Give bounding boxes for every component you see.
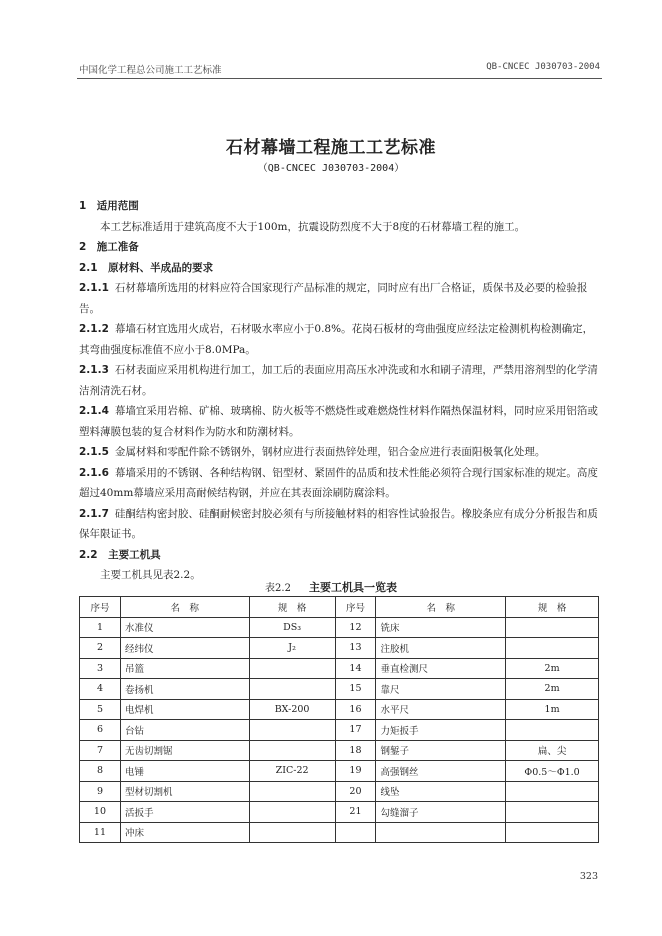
clause-number: 2.1.5 [79, 446, 109, 458]
paragraph: 本工艺标准适用于建筑高度不大于100m，抗震设防烈度不大于8度的石材幕墙工程的施工。 [100, 220, 526, 233]
cell-index [335, 822, 376, 843]
cell-spec: 1m [506, 699, 599, 720]
cell-spec [506, 720, 599, 741]
clause [79, 442, 599, 463]
cell-spec [249, 822, 335, 843]
cell-name: 卷扬机 [120, 679, 249, 700]
cell-spec [506, 802, 599, 823]
cell-name: 吊篮 [120, 658, 249, 679]
clause-number: 2.1.4 [79, 405, 109, 417]
cell-name: 型材切割机 [120, 781, 249, 802]
cell-name: 铣床 [376, 617, 506, 638]
cell-name: 水准仪 [120, 617, 249, 638]
table-row [80, 658, 599, 679]
table-row [80, 822, 599, 843]
subsection-heading: 2.1 原材料、半成品的要求 [79, 261, 214, 274]
cell-spec [506, 638, 599, 659]
cell-index: 21 [335, 802, 376, 823]
cell-spec: 扁、尖 [506, 740, 599, 761]
cell-name: 台钻 [120, 720, 249, 741]
cell-index: 17 [335, 720, 376, 741]
cell-index: 4 [80, 679, 121, 700]
clause-text: 幕墙石材宜选用火成岩，石材吸水率应小于0.8%。花岗石板材的弯曲强度应经法定检测机构检测确定，其弯曲强度标准值不应小于8.0MPa。 [79, 323, 594, 356]
clause-text: 幕墙采用的不锈钢、各种结构钢、铝型材、紧固件的品质和技术性能必须符合现行国家标准的规定。高度超过40mm幕墙应采用高耐候结构钢，并应在其表面涂刷防腐涂料。 [79, 466, 598, 499]
cell-index: 7 [80, 740, 121, 761]
subsection-heading: 2.2 主要工机具 [79, 548, 161, 561]
cell-index: 19 [335, 761, 376, 782]
cell-index: 18 [335, 740, 376, 761]
cell-index: 16 [335, 699, 376, 720]
clause-text: 硅酮结构密封胶、硅酮耐候密封胶必须有与所接触材料的相容性试验报告。橡胶条应有成分分析报告和质保年限证书。 [79, 507, 598, 540]
cell-spec [249, 720, 335, 741]
cell-name [376, 822, 506, 843]
clause-text: 石材表面应采用机构进行加工，加工后的表面应用高压水冲洗或和水和刷子清理，严禁用溶剂型的化学清洁剂清洗石材。 [79, 364, 598, 397]
cell-index: 2 [80, 638, 121, 659]
table-caption [0, 579, 662, 595]
clause [79, 463, 599, 504]
cell-spec [249, 658, 335, 679]
cell-spec [506, 822, 599, 843]
cell-name: 活扳手 [120, 802, 249, 823]
cell-spec [249, 679, 335, 700]
table-row [80, 699, 599, 720]
cell-spec: DS₃ [249, 617, 335, 638]
cell-name: 注胶机 [376, 638, 506, 659]
cell-name: 无齿切割锯 [120, 740, 249, 761]
clause-text: 金属材料和零配件除不锈钢外，钢材应进行表面热锌处理，铝合金应进行表面阳极氧化处理。 [114, 446, 546, 458]
cell-index: 1 [80, 617, 121, 638]
cell-index: 5 [80, 699, 121, 720]
table-row [80, 617, 599, 638]
cell-name: 勾缝溜子 [376, 802, 506, 823]
section-heading: 2 施工准备 [79, 241, 139, 253]
cell-index: 3 [80, 658, 121, 679]
cell-name: 电锤 [120, 761, 249, 782]
running-header-right: QB-CNCEC J030703-2004 [486, 62, 600, 72]
table-row [80, 781, 599, 802]
table-row [80, 802, 599, 823]
cell-spec [249, 781, 335, 802]
document-title: 石材幕墙工程施工工艺标准 [226, 138, 436, 158]
cell-index: 6 [80, 720, 121, 741]
cell-spec: 2m [506, 658, 599, 679]
table-row [80, 638, 599, 659]
cell-spec: ZIC-22 [249, 761, 335, 782]
column-header: 名 称 [120, 597, 249, 618]
table-row [80, 720, 599, 741]
cell-name: 经纬仪 [120, 638, 249, 659]
cell-spec: J₂ [249, 638, 335, 659]
clause [79, 278, 599, 319]
cell-name: 电焊机 [120, 699, 249, 720]
document-subtitle: （QB-CNCEC J030703-2004） [257, 163, 405, 174]
cell-index: 14 [335, 658, 376, 679]
cell-spec: Φ0.5～Φ1.0 [506, 761, 599, 782]
cell-spec [249, 740, 335, 761]
clause-number: 2.1.1 [79, 282, 109, 294]
clause [79, 401, 599, 442]
cell-spec [249, 802, 335, 823]
column-header: 规 格 [506, 597, 599, 618]
cell-name: 力矩扳手 [376, 720, 506, 741]
cell-name: 线坠 [376, 781, 506, 802]
clause-number: 2.1.3 [79, 364, 109, 376]
cell-spec: BX-200 [249, 699, 335, 720]
cell-name: 高强钢丝 [376, 761, 506, 782]
column-header: 序号 [80, 597, 121, 618]
cell-name: 垂直检测尺 [376, 658, 506, 679]
table-title: 主要工机具一览表 [308, 581, 397, 594]
running-header-left: 中国化学工程总公司施工工艺标准 [79, 65, 222, 76]
tools-table [79, 596, 599, 843]
clause [79, 504, 599, 545]
paragraph: 主要工机具见表2.2。 [100, 569, 201, 581]
table-header-row [80, 597, 599, 618]
table-number: 表2.2 [265, 583, 291, 594]
cell-spec: 2m [506, 679, 599, 700]
column-header: 名 称 [376, 597, 506, 618]
clause-number: 2.1.7 [79, 507, 109, 520]
clause-text: 幕墙宜采用岩棉、矿棉、玻璃棉、防火板等不燃烧性或难燃烧性材料作隔热保温材料，同时应采用铝箔或塑料薄膜包装的复合材料作为防水和防潮材料。 [79, 405, 598, 438]
document-body [79, 196, 599, 586]
cell-name: 水平尺 [376, 699, 506, 720]
cell-spec [506, 781, 599, 802]
cell-index: 8 [80, 761, 121, 782]
table-row [80, 740, 599, 761]
clause-number: 2.1.6 [79, 466, 109, 479]
cell-spec [506, 617, 599, 638]
clause [79, 360, 599, 401]
cell-index: 20 [335, 781, 376, 802]
clause [79, 319, 599, 360]
cell-index: 12 [335, 617, 376, 638]
cell-index: 15 [335, 679, 376, 700]
cell-index: 13 [335, 638, 376, 659]
clause-number: 2.1.2 [79, 323, 109, 335]
column-header: 规 格 [249, 597, 335, 618]
cell-index: 11 [80, 822, 121, 843]
header-divider [77, 78, 602, 79]
page-number: 323 [579, 871, 598, 882]
cell-index: 9 [80, 781, 121, 802]
cell-name: 冲床 [120, 822, 249, 843]
cell-name: 靠尺 [376, 679, 506, 700]
clause-text: 石材幕墙所选用的材料应符合国家现行产品标准的规定，同时应有出厂合格证，质保书及必要的检验报告。 [79, 282, 588, 315]
cell-index: 10 [80, 802, 121, 823]
cell-name: 钢錾子 [376, 740, 506, 761]
table-row [80, 761, 599, 782]
section-heading: 1 适用范围 [79, 200, 139, 212]
column-header: 序号 [335, 597, 376, 618]
table-row [80, 679, 599, 700]
